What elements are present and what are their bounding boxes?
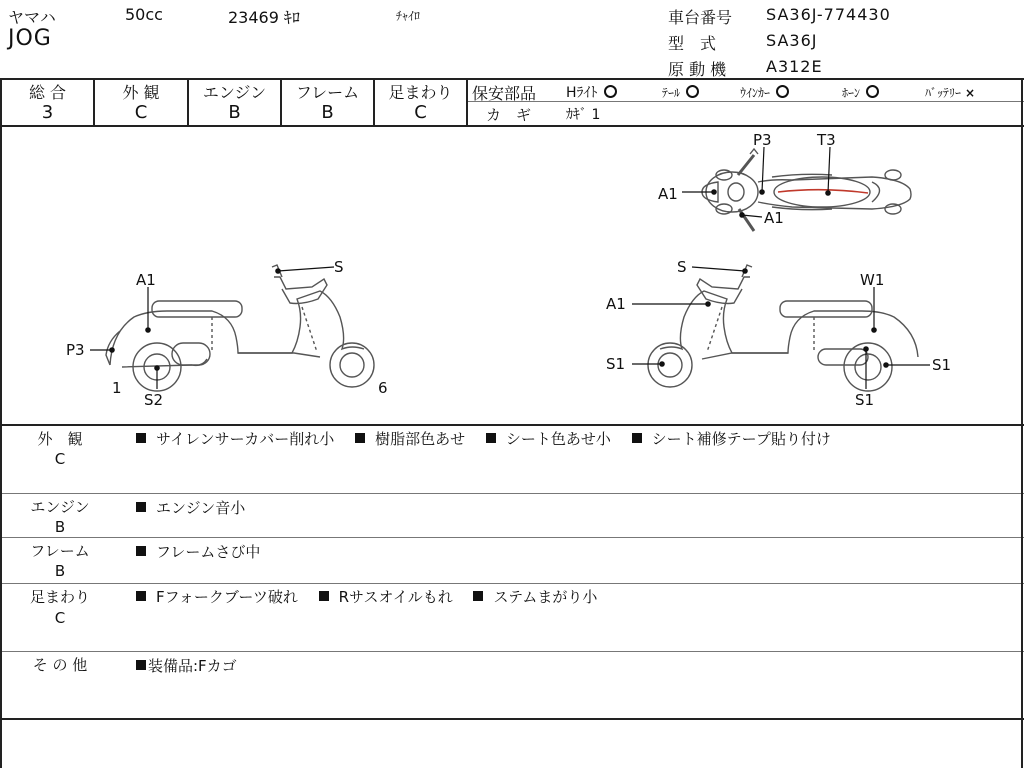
tail-label: ﾃｰﾙ bbox=[662, 86, 681, 100]
suspension-grade-label: 足まわり bbox=[388, 83, 453, 102]
bullet-square-icon bbox=[319, 591, 329, 601]
color: ﾁｬｲﾛ bbox=[396, 9, 421, 23]
list-item: Rサスオイルもれ bbox=[319, 588, 453, 606]
frame-grade: B bbox=[321, 102, 334, 123]
overall-label: 総 合 bbox=[28, 83, 67, 102]
engine-grade: B bbox=[228, 102, 241, 123]
tail-item bbox=[662, 84, 699, 101]
engine-grade-label: エンジン bbox=[202, 83, 267, 102]
divider bbox=[0, 718, 1024, 720]
battery-label: ﾊﾞｯﾃﾘｰ bbox=[925, 86, 962, 100]
label-s-left: S bbox=[334, 258, 344, 276]
bullet-square-icon bbox=[136, 546, 146, 556]
bullet-square-icon bbox=[136, 660, 146, 670]
battery-ng-icon: × bbox=[965, 86, 976, 100]
ok-circle-icon bbox=[604, 85, 617, 98]
bullet-square-icon bbox=[355, 433, 365, 443]
tank-scratch-mark bbox=[778, 190, 868, 193]
label-s1-right-left: S1 bbox=[606, 355, 626, 373]
list-item: Fフォークブーツ破れ bbox=[136, 588, 298, 606]
frame-no-label: 車台番号 bbox=[668, 8, 733, 27]
label-s2-left: S2 bbox=[144, 391, 164, 409]
key-label: カ ギ bbox=[486, 106, 532, 124]
label-s-right: S bbox=[677, 258, 687, 276]
headlight-item bbox=[566, 82, 617, 102]
frame-grade-label: フレーム bbox=[295, 83, 360, 102]
winker-label: ｳｲﾝｶｰ bbox=[740, 86, 771, 100]
label-t3-top: T3 bbox=[817, 131, 836, 149]
exterior-label: 外 観 bbox=[122, 83, 160, 102]
mileage: 23469 ｷﾛ bbox=[228, 8, 300, 27]
bullet-square-icon bbox=[632, 433, 642, 443]
engine-items bbox=[136, 497, 261, 518]
list-item: シート色あせ小 bbox=[486, 430, 611, 448]
engine-title: エンジン bbox=[30, 498, 90, 516]
label-6-left: 6 bbox=[378, 379, 388, 397]
label-p3-left: P3 bbox=[66, 341, 85, 359]
label-a1-top-bottom: A1 bbox=[764, 209, 784, 227]
list-item: エンジン音小 bbox=[136, 499, 245, 517]
leader-lines bbox=[90, 147, 930, 389]
winker-item bbox=[740, 84, 789, 101]
exterior-title: 外 観 bbox=[37, 430, 83, 448]
exterior-section-grade: C bbox=[54, 450, 66, 468]
damage-diagram bbox=[2, 127, 1022, 423]
ok-circle-icon bbox=[686, 85, 699, 98]
suspension-section-grade: C bbox=[54, 609, 66, 627]
list-item: ステムまがり小 bbox=[473, 588, 597, 606]
suspension-grade: C bbox=[414, 102, 427, 123]
key-value: ｶｷﾞ 1 bbox=[566, 107, 601, 123]
divider bbox=[0, 424, 1024, 426]
displacement: 50cc bbox=[125, 5, 163, 24]
suspension-items bbox=[136, 586, 613, 607]
divider bbox=[0, 493, 1024, 494]
label-p3-top: P3 bbox=[753, 131, 772, 149]
model-code: SA36J bbox=[766, 31, 818, 50]
overall-grade: 3 bbox=[41, 102, 54, 123]
bullet-square-icon bbox=[486, 433, 496, 443]
safety-label: 保安部品 bbox=[472, 84, 537, 103]
frame-items bbox=[136, 541, 276, 562]
other-title: そ の 他 bbox=[32, 656, 88, 674]
divider bbox=[0, 537, 1024, 538]
label-w1-right: W1 bbox=[860, 271, 885, 289]
model-name: JOG bbox=[8, 26, 52, 51]
divider bbox=[466, 78, 468, 126]
exterior-grade: C bbox=[134, 102, 148, 123]
ok-circle-icon bbox=[776, 85, 789, 98]
label-s1-right-right: S1 bbox=[932, 356, 952, 374]
divider bbox=[466, 101, 1024, 102]
list-item: シート補修テープ貼り付け bbox=[632, 430, 831, 448]
label-a1-top-left: A1 bbox=[658, 185, 678, 203]
maker: ヤマハ bbox=[8, 8, 56, 27]
bullet-square-icon bbox=[136, 433, 146, 443]
frame-title: フレーム bbox=[30, 542, 90, 560]
horn-label: ﾎｰﾝ bbox=[842, 86, 861, 100]
frame-section-grade: B bbox=[54, 562, 66, 580]
list-item: サイレンサーカバー削れ小 bbox=[136, 430, 334, 448]
label-a1-right: A1 bbox=[606, 295, 626, 313]
model-code-label: 型 式 bbox=[668, 34, 717, 53]
label-1-left: 1 bbox=[112, 379, 122, 397]
engine-label: 原 動 機 bbox=[668, 60, 727, 79]
engine-section-grade: B bbox=[54, 518, 66, 536]
label-a1-left: A1 bbox=[136, 271, 156, 289]
headlight-label: Hﾗｲﾄ bbox=[566, 85, 598, 101]
suspension-title: 足まわり bbox=[29, 588, 90, 606]
bullet-square-icon bbox=[136, 591, 146, 601]
ok-circle-icon bbox=[866, 85, 879, 98]
bullet-square-icon bbox=[136, 502, 146, 512]
list-item: フレームさび中 bbox=[136, 543, 260, 561]
engine-code: A312E bbox=[766, 57, 823, 76]
exterior-items bbox=[136, 428, 847, 449]
divider bbox=[0, 651, 1024, 652]
label-s1-right-bottom: S1 bbox=[855, 391, 875, 409]
bullet-square-icon bbox=[473, 591, 483, 601]
horn-item bbox=[842, 84, 879, 101]
list-item: 樹脂部色あせ bbox=[355, 430, 465, 448]
other-items bbox=[136, 655, 253, 676]
divider bbox=[0, 583, 1024, 584]
list-item: 装備品:Fカゴ bbox=[136, 657, 237, 675]
frame-no: SA36J-774430 bbox=[766, 5, 891, 24]
battery-item bbox=[925, 84, 975, 101]
